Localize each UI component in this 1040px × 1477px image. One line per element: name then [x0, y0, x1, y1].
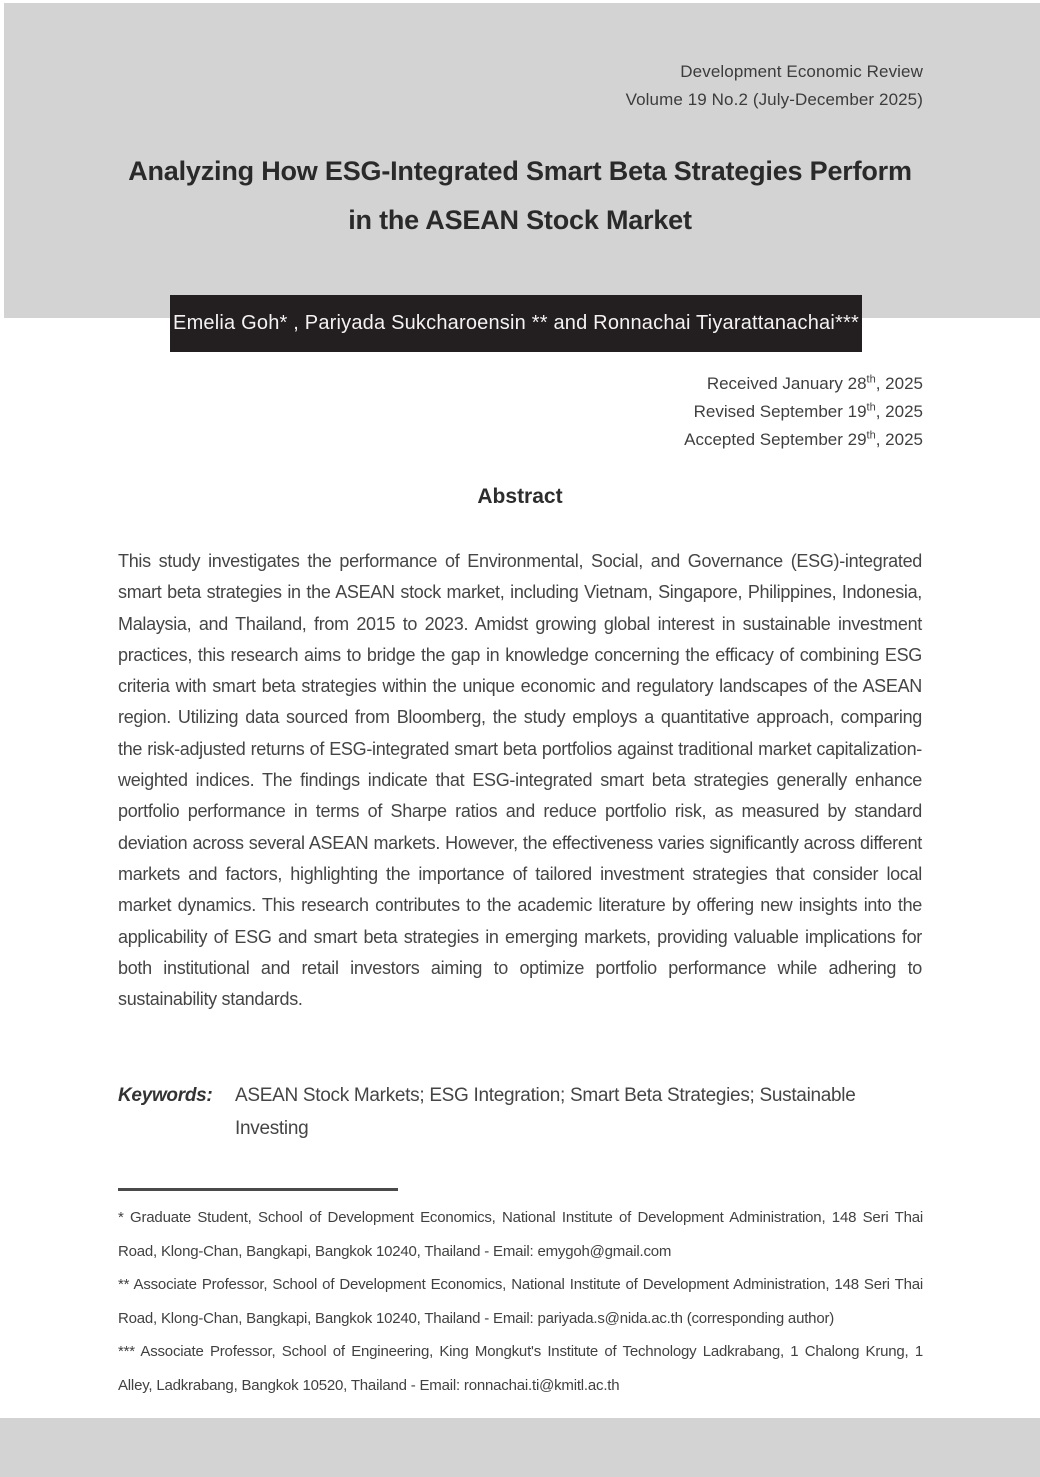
submission-dates — [684, 370, 923, 454]
revised-date: Revised September 19th, 2025 — [693, 401, 923, 421]
keywords-text: ASEAN Stock Markets; ESG Integration; Smart Beta Strategies; Sustainable Investing — [235, 1085, 856, 1139]
bottom-gray-band — [0, 1418, 1040, 1477]
journal-volume: Volume 19 No.2 (July-December 2025) — [625, 90, 923, 109]
received-date: Received January 28th, 2025 — [706, 373, 923, 393]
accepted-date: Accepted September 29th, 2025 — [684, 429, 923, 449]
keywords-section — [118, 1079, 924, 1145]
abstract-body: This study investigates the performance of Environmental, Social, and Governance (ESG)-integrated smart beta strategies in the ASEAN stock market, including Vietnam, Singapore, Philippines, Indonesia, Malaysia, and Thailand, from 2015 to 2023. Amidst growing global interest in sustainable investment practices, this research aims to bridge the gap in knowledge concerning the efficacy of combining ESG criteria with smart beta strategies within the unique economic and regulatory landscapes of the ASEAN region. Utilizing data sourced from Bloomberg, the study employs a quantitative approach, comparing the risk-adjusted returns of ESG-integrated smart beta portfolios against traditional market capitalization-weighted indices. The findings indicate that ESG-integrated smart beta strategies generally enhance portfolio performance in terms of Sharpe ratios and reduce portfolio risk, as measured by standard deviation across several ASEAN markets. However, the effectiveness varies significantly across different markets and factors, highlighting the importance of tailored investment strategies that consider local market dynamics. This research contributes to the academic literature by offering new insights into the applicability of ESG and smart beta strategies in emerging markets, providing valuable implications for both institutional and retail investors aiming to optimize portfolio performance while adhering to sustainability standards. — [118, 551, 922, 1010]
paper-title — [0, 156, 1040, 236]
authors-banner — [170, 295, 862, 352]
ordinal-suffix: th — [866, 373, 876, 386]
ordinal-suffix: th — [866, 401, 876, 414]
footnote-author-3: *** Associate Professor, School of Engineering, King Mongkut's Institute of Technology Ladkrabang, 1 Chalong Krung, 1 Alley, Ladkrabang, Bangkok 10520, Thailand - Email: ronnachai.ti@kmitl.ac.th — [118, 1343, 923, 1394]
paper-title-line1: Analyzing How ESG-Integrated Smart Beta Strategies Perform — [128, 156, 912, 186]
journal-header — [626, 58, 923, 114]
author-footnotes — [118, 1201, 923, 1402]
abstract-heading: Abstract — [477, 485, 563, 508]
authors-names: Emelia Goh* , Pariyada Sukcharoensin ** and Ronnachai Tiyarattanachai*** — [173, 312, 859, 334]
footnote-divider — [118, 1188, 398, 1191]
footnote-author-1: * Graduate Student, School of Development Economics, National Institute of Development Administration, 148 Seri Thai Road, Klong-Chan, Bangkapi, Bangkok 10240, Thailand - Email: emygoh@gmail.com — [118, 1209, 923, 1260]
keywords-label: Keywords: — [118, 1085, 213, 1106]
ordinal-suffix: th — [866, 429, 876, 442]
footnote-author-2: ** Associate Professor, School of Development Economics, National Institute of Development Administration, 148 Seri Thai Road, Klong-Chan, Bangkapi, Bangkok 10240, Thailand - Email: pariyada.s@nida.ac.th (corresponding author) — [118, 1276, 923, 1327]
paper-title-line2: in the ASEAN Stock Market — [348, 205, 692, 235]
journal-name: Development Economic Review — [680, 62, 923, 81]
